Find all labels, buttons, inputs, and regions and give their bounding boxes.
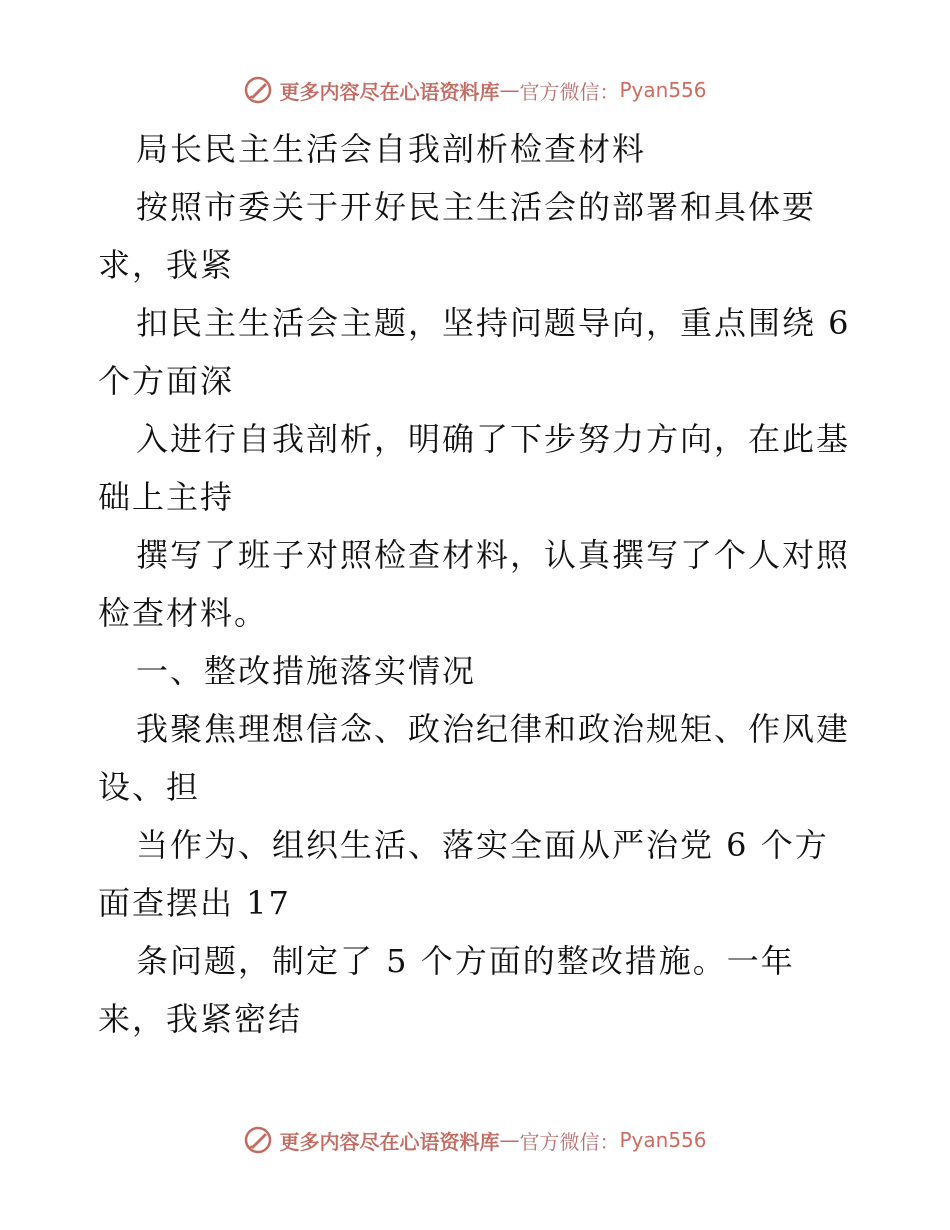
watermark-dash: — <box>499 78 520 102</box>
document-body <box>98 120 858 1048</box>
paragraph-line: 撰写了班子对照检查材料，认真撰写了个人对照 <box>136 536 851 574</box>
watermark-wechat-label: 官方微信： <box>519 79 620 104</box>
paragraph-line: 入进行自我剖析，明确了下步努力方向，在此基 <box>136 420 851 458</box>
watermark-text: 更多内容尽在心语资料库 <box>279 79 500 104</box>
paragraph-line: 当作为、组织生活、落实全面从严治党 6 个方 <box>136 826 829 864</box>
paragraph-line: 求，我紧 <box>98 246 235 284</box>
watermark-wechat-label: 官方微信： <box>519 1129 620 1154</box>
watermark-wechat-id: Pyan556 <box>619 78 707 102</box>
paragraph-line: 础上主持 <box>98 478 235 516</box>
paragraph-line: 来，我紧密结 <box>98 1000 303 1038</box>
quill-seal-icon <box>243 75 273 105</box>
paragraph-line: 检查材料。 <box>98 594 269 632</box>
paragraph-line: 按照市委关于开好民主生活会的部署和具体要 <box>136 188 817 226</box>
paragraph-line: 个方面深 <box>98 362 235 400</box>
paragraph-line: 条问题，制定了 5 个方面的整改措施。一年 <box>136 942 795 980</box>
header-watermark <box>0 70 950 110</box>
paragraph-line: 扣民主生活会主题，坚持问题导向，重点围绕 6 <box>136 304 851 342</box>
quill-seal-icon <box>243 1125 273 1155</box>
paragraph-line: 我聚焦理想信念、政治纪律和政治规矩、作风建 <box>136 710 851 748</box>
footer-watermark <box>0 1120 950 1160</box>
document-title: 局长民主生活会自我剖析检查材料 <box>136 130 647 168</box>
paragraph-line: 设、担 <box>98 768 201 806</box>
section-heading: 一、整改措施落实情况 <box>136 652 477 690</box>
watermark-text: 更多内容尽在心语资料库 <box>279 1129 500 1154</box>
paragraph-line: 面查摆出 17 <box>98 884 291 922</box>
watermark-dash: — <box>499 1128 520 1152</box>
watermark-wechat-id: Pyan556 <box>619 1128 707 1152</box>
